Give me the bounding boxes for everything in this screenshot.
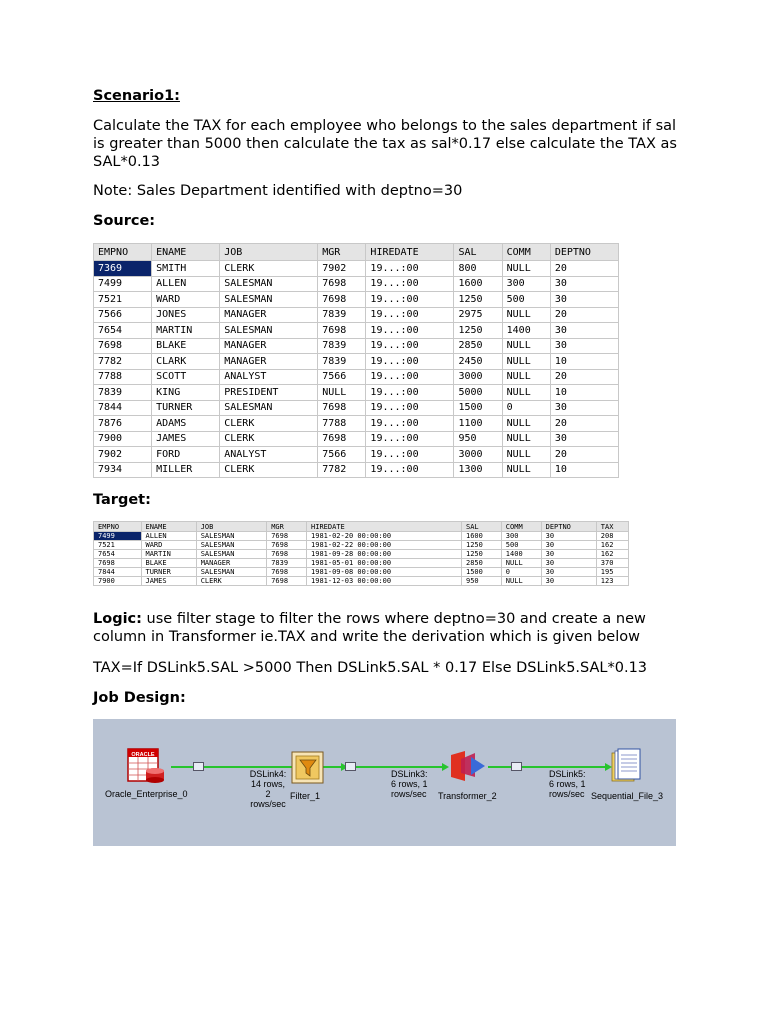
source-cell-empno[interactable]: 7844 xyxy=(94,400,152,416)
target-header-comm[interactable]: COMM xyxy=(501,522,541,532)
target-cell-ename[interactable]: WARD xyxy=(141,541,196,550)
link-dslink3-label xyxy=(391,769,428,799)
sequential-file-icon xyxy=(610,747,644,785)
source-cell-job[interactable]: MANAGER xyxy=(220,307,318,323)
target-table-row[interactable] xyxy=(94,559,629,568)
source-cell-sal[interactable]: 950 xyxy=(454,431,502,447)
target-cell-tax[interactable]: 162 xyxy=(596,550,628,559)
source-header-empno[interactable]: EMPNO xyxy=(94,244,152,261)
target-header-job[interactable]: JOB xyxy=(196,522,267,532)
target-cell-tax[interactable]: 162 xyxy=(596,541,628,550)
target-cell-ename[interactable]: JAMES xyxy=(141,577,196,586)
source-cell-sal[interactable]: 2450 xyxy=(454,354,502,370)
target-cell-empno[interactable]: 7521 xyxy=(94,541,142,550)
target-table xyxy=(93,521,629,586)
source-table-row[interactable] xyxy=(94,354,619,370)
source-cell-deptno[interactable]: 20 xyxy=(550,261,618,277)
source-table-row[interactable] xyxy=(94,307,619,323)
source-cell-job[interactable]: PRESIDENT xyxy=(220,385,318,401)
target-table-row[interactable] xyxy=(94,541,629,550)
source-cell-mgr[interactable]: 7839 xyxy=(318,354,366,370)
source-cell-hiredate[interactable]: 19...:00 xyxy=(366,431,454,447)
source-header-mgr[interactable]: MGR xyxy=(318,244,366,261)
link-dslink3-rate: rows/sec xyxy=(391,789,427,799)
source-header-ename[interactable]: ENAME xyxy=(152,244,220,261)
target-cell-mgr[interactable]: 7698 xyxy=(267,568,307,577)
link-dslink5-name: DSLink5: xyxy=(549,769,586,779)
target-header-tax[interactable]: TAX xyxy=(596,522,628,532)
source-cell-deptno[interactable]: 20 xyxy=(550,369,618,385)
source-cell-empno[interactable]: 7902 xyxy=(94,447,152,463)
target-cell-sal[interactable]: 1600 xyxy=(461,532,501,541)
target-cell-comm[interactable]: 1400 xyxy=(501,550,541,559)
oracle-database-icon xyxy=(126,747,170,785)
source-cell-comm[interactable]: 1400 xyxy=(502,323,550,339)
logic-text-1: use filter stage to filter the rows where deptno=30 and create a new xyxy=(141,611,646,627)
source-cell-sal[interactable]: 2850 xyxy=(454,338,502,354)
source-cell-ename[interactable]: MILLER xyxy=(152,462,220,478)
source-cell-job[interactable]: CLERK xyxy=(220,431,318,447)
filter-stage[interactable] xyxy=(291,751,325,789)
target-cell-job[interactable]: SALESMAN xyxy=(196,541,267,550)
source-cell-deptno[interactable]: 30 xyxy=(550,292,618,308)
source-cell-job[interactable]: CLERK xyxy=(220,261,318,277)
target-cell-deptno[interactable]: 30 xyxy=(541,568,596,577)
target-cell-empno[interactable]: 7499 xyxy=(94,532,142,541)
source-cell-deptno[interactable]: 20 xyxy=(550,447,618,463)
target-table-row[interactable] xyxy=(94,577,629,586)
link-dslink4-label xyxy=(249,769,287,809)
source-cell-empno[interactable]: 7698 xyxy=(94,338,152,354)
source-cell-ename[interactable]: ALLEN xyxy=(152,276,220,292)
source-cell-empno[interactable]: 7876 xyxy=(94,416,152,432)
source-cell-comm[interactable]: NULL xyxy=(502,261,550,277)
source-cell-hiredate[interactable]: 19...:00 xyxy=(366,323,454,339)
job-design-heading: Job Design: xyxy=(93,690,186,706)
source-cell-mgr[interactable]: 7698 xyxy=(318,400,366,416)
source-cell-mgr[interactable]: 7698 xyxy=(318,292,366,308)
target-cell-mgr[interactable]: 7698 xyxy=(267,541,307,550)
source-cell-empno[interactable]: 7566 xyxy=(94,307,152,323)
source-cell-sal[interactable]: 1100 xyxy=(454,416,502,432)
transformer-stage[interactable] xyxy=(447,747,487,789)
target-cell-hiredate[interactable]: 1981-12-03 00:00:00 xyxy=(307,577,462,586)
source-table-row[interactable] xyxy=(94,323,619,339)
source-cell-mgr[interactable]: 7566 xyxy=(318,369,366,385)
source-cell-ename[interactable]: SMITH xyxy=(152,261,220,277)
target-cell-empno[interactable]: 7844 xyxy=(94,568,142,577)
target-table-row[interactable] xyxy=(94,550,629,559)
source-cell-job[interactable]: ANALYST xyxy=(220,447,318,463)
link-dslink3-name: DSLink3: xyxy=(391,769,428,779)
source-cell-ename[interactable]: CLARK xyxy=(152,354,220,370)
target-cell-mgr[interactable]: 7698 xyxy=(267,532,307,541)
source-table xyxy=(93,243,619,478)
source-cell-hiredate[interactable]: 19...:00 xyxy=(366,338,454,354)
source-cell-sal[interactable]: 3000 xyxy=(454,369,502,385)
target-cell-job[interactable]: CLERK xyxy=(196,577,267,586)
link-dslink4-rate: 2 xyxy=(265,789,271,799)
target-cell-deptno[interactable]: 30 xyxy=(541,532,596,541)
target-cell-deptno[interactable]: 30 xyxy=(541,541,596,550)
source-cell-empno[interactable]: 7521 xyxy=(94,292,152,308)
source-cell-hiredate[interactable]: 19...:00 xyxy=(366,307,454,323)
target-cell-deptno[interactable]: 30 xyxy=(541,550,596,559)
link-dslink4-rows: 14 rows, xyxy=(250,779,285,789)
source-header-row xyxy=(94,244,619,261)
source-cell-comm[interactable]: 300 xyxy=(502,276,550,292)
source-cell-comm[interactable]: 500 xyxy=(502,292,550,308)
target-cell-comm[interactable]: 500 xyxy=(501,541,541,550)
target-cell-mgr[interactable]: 7839 xyxy=(267,559,307,568)
target-cell-job[interactable]: SALESMAN xyxy=(196,568,267,577)
description-line-3: SAL*0.13 xyxy=(93,154,161,170)
sequential-stage-label: Sequential_File_3 xyxy=(591,791,664,801)
source-cell-deptno[interactable]: 30 xyxy=(550,323,618,339)
source-cell-ename[interactable]: WARD xyxy=(152,292,220,308)
source-cell-job[interactable]: CLERK xyxy=(220,462,318,478)
source-cell-hiredate[interactable]: 19...:00 xyxy=(366,385,454,401)
source-heading: Source: xyxy=(93,213,156,229)
source-table-row[interactable] xyxy=(94,400,619,416)
target-cell-ename[interactable]: ALLEN xyxy=(141,532,196,541)
link-dslink4-name: DSLink4: xyxy=(249,769,287,779)
target-header-ename[interactable]: ENAME xyxy=(141,522,196,532)
source-cell-sal[interactable]: 1300 xyxy=(454,462,502,478)
source-table-row[interactable] xyxy=(94,385,619,401)
oracle-stage-label: Oracle_Enterprise_0 xyxy=(105,789,188,799)
source-table-row[interactable] xyxy=(94,369,619,385)
source-cell-mgr[interactable]: NULL xyxy=(318,385,366,401)
source-cell-ename[interactable]: JAMES xyxy=(152,431,220,447)
source-table-row[interactable] xyxy=(94,447,619,463)
target-cell-hiredate[interactable]: 1981-09-28 00:00:00 xyxy=(307,550,462,559)
filter-stage-label: Filter_1 xyxy=(290,791,321,801)
source-cell-job[interactable]: ANALYST xyxy=(220,369,318,385)
source-cell-mgr[interactable]: 7782 xyxy=(318,462,366,478)
target-cell-job[interactable]: SALESMAN xyxy=(196,550,267,559)
source-table-row[interactable] xyxy=(94,292,619,308)
job-design-canvas xyxy=(93,719,676,846)
source-cell-empno[interactable]: 7900 xyxy=(94,431,152,447)
source-cell-job[interactable]: MANAGER xyxy=(220,338,318,354)
source-cell-sal[interactable]: 3000 xyxy=(454,447,502,463)
source-cell-hiredate[interactable]: 19...:00 xyxy=(366,369,454,385)
link-dslink3-out-marker xyxy=(345,762,356,771)
source-cell-comm[interactable]: NULL xyxy=(502,369,550,385)
source-cell-comm[interactable]: NULL xyxy=(502,431,550,447)
source-cell-empno[interactable]: 7839 xyxy=(94,385,152,401)
link-dslink5-label xyxy=(549,769,586,799)
source-cell-ename[interactable]: ADAMS xyxy=(152,416,220,432)
source-cell-comm[interactable]: NULL xyxy=(502,307,550,323)
source-cell-mgr[interactable]: 7902 xyxy=(318,261,366,277)
source-table-row[interactable] xyxy=(94,462,619,478)
source-cell-empno[interactable]: 7788 xyxy=(94,369,152,385)
target-cell-sal[interactable]: 2850 xyxy=(461,559,501,568)
logic-label: Logic: xyxy=(93,611,142,627)
target-cell-hiredate[interactable]: 1981-02-20 00:00:00 xyxy=(307,532,462,541)
target-cell-job[interactable]: SALESMAN xyxy=(196,532,267,541)
source-cell-comm[interactable]: 0 xyxy=(502,400,550,416)
link-dslink4-out-marker xyxy=(193,762,204,771)
source-table-body xyxy=(94,261,619,478)
source-cell-hiredate[interactable]: 19...:00 xyxy=(366,292,454,308)
target-cell-job[interactable]: MANAGER xyxy=(196,559,267,568)
source-cell-comm[interactable]: NULL xyxy=(502,416,550,432)
source-cell-job[interactable]: MANAGER xyxy=(220,354,318,370)
source-cell-deptno[interactable]: 20 xyxy=(550,416,618,432)
source-cell-mgr[interactable]: 7839 xyxy=(318,307,366,323)
source-cell-ename[interactable]: MARTIN xyxy=(152,323,220,339)
target-cell-mgr[interactable]: 7698 xyxy=(267,550,307,559)
target-table-row[interactable] xyxy=(94,568,629,577)
target-cell-deptno[interactable]: 30 xyxy=(541,577,596,586)
source-cell-sal[interactable]: 1250 xyxy=(454,292,502,308)
target-cell-sal[interactable]: 1250 xyxy=(461,541,501,550)
target-cell-comm[interactable]: 300 xyxy=(501,532,541,541)
source-cell-mgr[interactable]: 7698 xyxy=(318,276,366,292)
target-cell-hiredate[interactable]: 1981-05-01 00:00:00 xyxy=(307,559,462,568)
source-cell-sal[interactable]: 1250 xyxy=(454,323,502,339)
source-table-row[interactable] xyxy=(94,276,619,292)
target-table-body xyxy=(94,532,629,586)
sequential-file-stage[interactable] xyxy=(610,747,644,789)
source-cell-empno[interactable]: 7934 xyxy=(94,462,152,478)
source-cell-ename[interactable]: JONES xyxy=(152,307,220,323)
logic-line-2: column in Transformer ie.TAX and write the derivation which is given below xyxy=(93,629,640,645)
source-cell-comm[interactable]: NULL xyxy=(502,462,550,478)
source-cell-hiredate[interactable]: 19...:00 xyxy=(366,400,454,416)
source-cell-deptno[interactable]: 10 xyxy=(550,354,618,370)
target-header-deptno[interactable]: DEPTNO xyxy=(541,522,596,532)
target-header-mgr[interactable]: MGR xyxy=(267,522,307,532)
source-cell-sal[interactable]: 2975 xyxy=(454,307,502,323)
source-cell-deptno[interactable]: 30 xyxy=(550,400,618,416)
source-cell-deptno[interactable]: 10 xyxy=(550,385,618,401)
target-heading: Target: xyxy=(93,492,151,508)
filter-icon xyxy=(291,751,325,785)
logic-line-1 xyxy=(93,610,646,628)
source-table-row[interactable] xyxy=(94,261,619,277)
source-cell-sal[interactable]: 800 xyxy=(454,261,502,277)
source-cell-mgr[interactable]: 7566 xyxy=(318,447,366,463)
target-cell-comm[interactable]: 0 xyxy=(501,568,541,577)
target-cell-sal[interactable]: 1250 xyxy=(461,550,501,559)
source-cell-mgr[interactable]: 7839 xyxy=(318,338,366,354)
target-cell-empno[interactable]: 7698 xyxy=(94,559,142,568)
source-header-job[interactable]: JOB xyxy=(220,244,318,261)
target-cell-hiredate[interactable]: 1981-02-22 00:00:00 xyxy=(307,541,462,550)
source-cell-comm[interactable]: NULL xyxy=(502,385,550,401)
source-cell-empno[interactable]: 7369 xyxy=(94,261,152,277)
source-cell-sal[interactable]: 1500 xyxy=(454,400,502,416)
source-cell-ename[interactable]: KING xyxy=(152,385,220,401)
target-cell-comm[interactable]: NULL xyxy=(501,577,541,586)
oracle-enterprise-stage[interactable] xyxy=(126,747,170,789)
source-cell-comm[interactable]: NULL xyxy=(502,354,550,370)
target-cell-hiredate[interactable]: 1981-09-08 00:00:00 xyxy=(307,568,462,577)
target-header-row xyxy=(94,522,629,532)
source-cell-hiredate[interactable]: 19...:00 xyxy=(366,462,454,478)
source-cell-mgr[interactable]: 7788 xyxy=(318,416,366,432)
description-line-1: Calculate the TAX for each employee who belongs to the sales department if sal xyxy=(93,118,677,134)
source-cell-hiredate[interactable]: 19...:00 xyxy=(366,261,454,277)
source-cell-job[interactable]: SALESMAN xyxy=(220,292,318,308)
target-table-row[interactable] xyxy=(94,532,629,541)
source-cell-job[interactable]: CLERK xyxy=(220,416,318,432)
target-cell-sal[interactable]: 950 xyxy=(461,577,501,586)
source-header-sal[interactable]: SAL xyxy=(454,244,502,261)
target-header-hiredate[interactable]: HIREDATE xyxy=(307,522,462,532)
source-table-row[interactable] xyxy=(94,338,619,354)
target-cell-empno[interactable]: 7900 xyxy=(94,577,142,586)
source-cell-empno[interactable]: 7499 xyxy=(94,276,152,292)
target-cell-sal[interactable]: 1500 xyxy=(461,568,501,577)
note-text: Note: Sales Department identified with deptno=30 xyxy=(93,183,463,199)
link-dslink5-out-marker xyxy=(511,762,522,771)
source-cell-hiredate[interactable]: 19...:00 xyxy=(366,354,454,370)
source-cell-job[interactable]: SALESMAN xyxy=(220,276,318,292)
source-cell-comm[interactable]: NULL xyxy=(502,447,550,463)
target-header-empno[interactable]: EMPNO xyxy=(94,522,142,532)
source-cell-ename[interactable]: SCOTT xyxy=(152,369,220,385)
source-cell-empno[interactable]: 7782 xyxy=(94,354,152,370)
source-cell-empno[interactable]: 7654 xyxy=(94,323,152,339)
target-cell-comm[interactable]: NULL xyxy=(501,559,541,568)
source-header-deptno[interactable]: DEPTNO xyxy=(550,244,618,261)
source-cell-job[interactable]: SALESMAN xyxy=(220,323,318,339)
source-table-row[interactable] xyxy=(94,416,619,432)
source-cell-hiredate[interactable]: 19...:00 xyxy=(366,416,454,432)
target-cell-deptno[interactable]: 30 xyxy=(541,559,596,568)
scenario-title: Scenario1: xyxy=(93,88,180,104)
transformer-icon xyxy=(447,747,487,785)
source-table-row[interactable] xyxy=(94,431,619,447)
source-cell-mgr[interactable]: 7698 xyxy=(318,431,366,447)
oracle-badge-text: ORACLE xyxy=(131,752,155,758)
link-dslink5-line[interactable] xyxy=(488,766,608,768)
link-dslink5-rate: rows/sec xyxy=(549,789,585,799)
source-cell-deptno[interactable]: 30 xyxy=(550,338,618,354)
source-cell-deptno[interactable]: 20 xyxy=(550,307,618,323)
target-cell-ename[interactable]: BLAKE xyxy=(141,559,196,568)
source-cell-ename[interactable]: FORD xyxy=(152,447,220,463)
source-cell-ename[interactable]: BLAKE xyxy=(152,338,220,354)
target-cell-ename[interactable]: TURNER xyxy=(141,568,196,577)
target-cell-tax[interactable]: 370 xyxy=(596,559,628,568)
source-cell-deptno[interactable]: 30 xyxy=(550,276,618,292)
link-dslink3-rows: 6 rows, 1 xyxy=(391,779,428,789)
target-cell-mgr[interactable]: 7698 xyxy=(267,577,307,586)
target-cell-tax[interactable]: 208 xyxy=(596,532,628,541)
target-header-sal[interactable]: SAL xyxy=(461,522,501,532)
link-dslink4-unit: rows/sec xyxy=(250,799,286,809)
target-cell-tax[interactable]: 195 xyxy=(596,568,628,577)
derivation-text: TAX=If DSLink5.SAL >5000 Then DSLink5.SAL * 0.17 Else DSLink5.SAL*0.13 xyxy=(93,660,648,676)
source-cell-mgr[interactable]: 7698 xyxy=(318,323,366,339)
source-cell-hiredate[interactable]: 19...:00 xyxy=(366,276,454,292)
source-cell-job[interactable]: SALESMAN xyxy=(220,400,318,416)
source-header-comm[interactable]: COMM xyxy=(502,244,550,261)
description-line-2: is greater than 5000 then calculate the tax as sal*0.17 else calculate the TAX as xyxy=(93,136,677,152)
target-cell-empno[interactable]: 7654 xyxy=(94,550,142,559)
target-cell-tax[interactable]: 123 xyxy=(596,577,628,586)
transformer-stage-label: Transformer_2 xyxy=(438,791,497,801)
source-cell-ename[interactable]: TURNER xyxy=(152,400,220,416)
source-cell-comm[interactable]: NULL xyxy=(502,338,550,354)
target-cell-ename[interactable]: MARTIN xyxy=(141,550,196,559)
source-cell-hiredate[interactable]: 19...:00 xyxy=(366,447,454,463)
source-cell-sal[interactable]: 5000 xyxy=(454,385,502,401)
source-cell-deptno[interactable]: 10 xyxy=(550,462,618,478)
source-header-hiredate[interactable]: HIREDATE xyxy=(366,244,454,261)
source-cell-deptno[interactable]: 30 xyxy=(550,431,618,447)
source-cell-sal[interactable]: 1600 xyxy=(454,276,502,292)
link-dslink5-rows: 6 rows, 1 xyxy=(549,779,586,789)
